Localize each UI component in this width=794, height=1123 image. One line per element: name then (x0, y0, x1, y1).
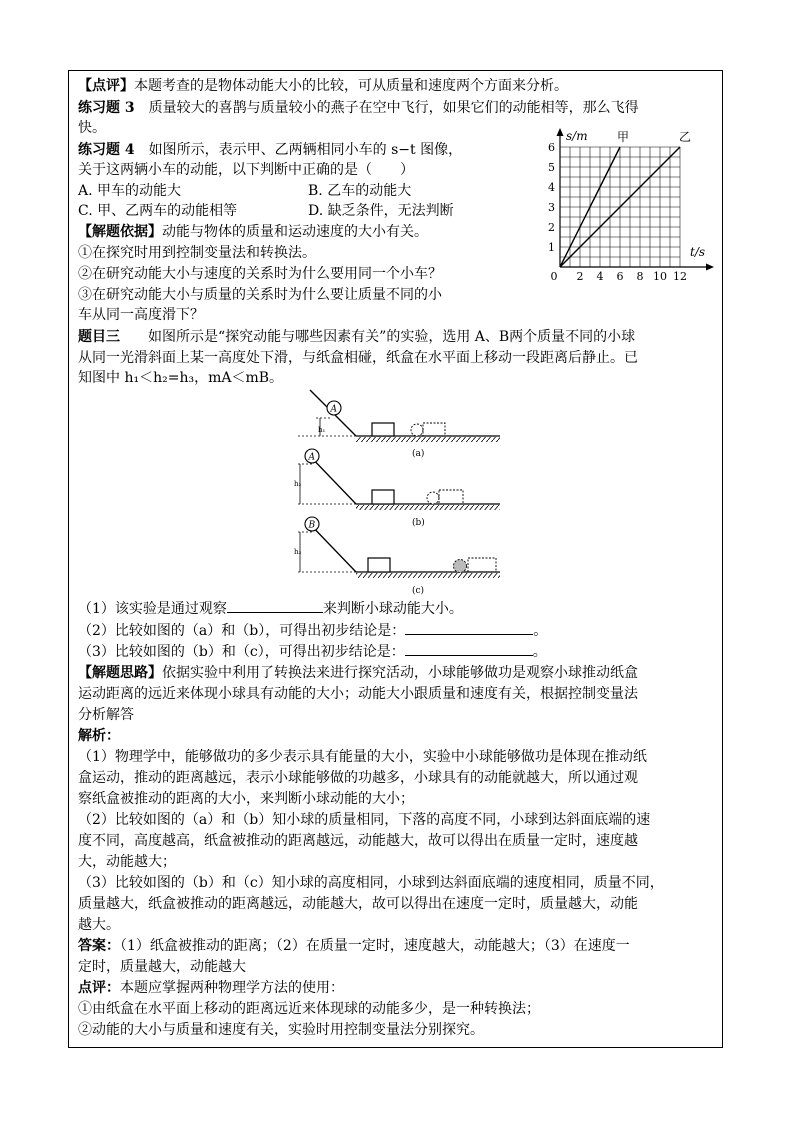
question-1 (78, 598, 463, 619)
box-end-b (439, 490, 463, 504)
y-axis-label: s/m (566, 129, 588, 143)
analysis-p2-line2: 度不同，高度越高，纸盒被推动的距离越远，动能越大，故可以得出在质量一定时，速度越 (78, 833, 638, 849)
analysis-p3-line1: （3）比较如图的（b）和（c）知小球的高度相同，小球到达斜面底端的速度相同，质量不同， (78, 875, 664, 891)
answer-line2: 定时，质量越大，动能越大 (78, 959, 246, 975)
basis-text: 动能与物体的质量和运动速度的大小有关。 (162, 224, 428, 240)
x-axis-arrow-icon (706, 264, 714, 271)
y-tick-label: 2 (548, 221, 555, 234)
series-label-1: 甲 (617, 130, 630, 144)
height-label-c: h₃ (294, 548, 302, 556)
ground-hatch-c (356, 573, 500, 578)
basis-label: 【解题依据】 (78, 224, 162, 240)
paper-box-a (372, 423, 394, 436)
caption-b: (b) (412, 518, 425, 528)
analysis-p1-line2: 盒运动，推动的距离越远，表示小球能够做的功越多，小球具有的动能就越大，所以通过观 (78, 770, 638, 786)
height-label-b: h₂ (294, 480, 302, 488)
exercise3-line2: 快。 (78, 120, 106, 136)
series-label-2: 乙 (679, 130, 692, 144)
analysis-p3-line2: 质量越大，纸盒被推动的距离越远，动能越大，故可以得出在速度一定时，质量越大，动能 (78, 896, 638, 912)
thinking-line1 (78, 663, 638, 683)
x-axis-label: t/s (690, 245, 706, 259)
answer-label: 答案： (78, 938, 120, 954)
ball-label-b: A (308, 452, 315, 463)
question-3 (78, 641, 547, 662)
analysis-p2-line1: （2）比较如图的（a）和（b）知小球的质量相同，下落的高度不同，小球到达斜面底端的速 (78, 812, 651, 828)
exercise3-line1 (78, 98, 639, 118)
comment2-line (78, 978, 344, 998)
ball-end-c (454, 560, 467, 573)
exercise4-line1 (78, 140, 462, 160)
comment-text: 本题考查的是物体动能大小的比较，可从质量和速度两个方面来分析。 (134, 78, 568, 94)
answer-text: （1）纸盒被推动的距离；（2）在质量一定时，速度越大，动能越大；（3）在速度一 (120, 938, 630, 954)
st-chart (538, 126, 718, 282)
answer-blank-2[interactable] (405, 620, 533, 635)
ball-label-c: B (308, 520, 316, 531)
height-label-a: h₁ (318, 426, 326, 434)
y-axis-arrow-icon (557, 128, 564, 136)
y-tick-label: 5 (548, 161, 555, 174)
question-2 (78, 620, 547, 641)
x-tick-label: 8 (636, 270, 644, 282)
x-tick-label: 12 (673, 270, 687, 282)
x-tick-label: 6 (616, 270, 624, 282)
exercise3-label: 练习题 3 (78, 100, 135, 116)
analysis-label: 解析： (78, 728, 120, 744)
y-tick-label: 1 (548, 241, 555, 254)
answer-line1 (78, 936, 630, 956)
analysis-p3-line3: 越大。 (78, 917, 120, 933)
thinking-line2: 运动距离的远近来体现小球具有动能的大小；动能大小跟质量和速度有关，根据控制变量法 (78, 686, 638, 702)
question-1-suffix: 来判断小球动能大小。 (322, 601, 463, 617)
problem3-line3: 知图中 h₁＜h₂=h₃，mA＜mB。 (78, 370, 284, 386)
option-c: C. 甲、乙两车的动能相等 (78, 203, 238, 219)
basis-item3-line1: ③在研究动能大小与质量的关系时为什么要让质量不同的小 (78, 287, 442, 303)
panel-c (294, 517, 500, 596)
comment2-item1: ①由纸盒在水平面上移动的距离远近来体现球的动能多少，是一种转换法； (78, 1001, 540, 1017)
x-tick-label: 0 (550, 270, 558, 282)
y-tick-label: 3 (548, 201, 555, 214)
chart-series (560, 130, 691, 267)
x-tick-label: 10 (653, 270, 667, 282)
option-a: A. 甲车的动能大 (78, 183, 182, 199)
question-2-suffix: 。 (533, 623, 548, 639)
chart-ticks (548, 141, 687, 282)
paper-box-c (368, 558, 390, 572)
exercise3-text: 质量较大的喜鹊与质量较小的燕子在空中飞行，如果它们的动能相等，那么飞得 (148, 100, 639, 116)
basis-item2: ②在研究动能大小与速度的关系时为什么要用同一个小车？ (78, 266, 442, 282)
answer-blank-1[interactable] (227, 598, 323, 613)
panel-b (294, 449, 500, 528)
exercise4-text: 如图所示，表示甲、乙两辆相同小车的 s−t 图像， (148, 142, 463, 158)
caption-c: (c) (412, 586, 425, 596)
ball-label-a: A (330, 404, 337, 415)
option-d: D. 缺乏条件，无法判断 (308, 203, 454, 219)
basis-item3-line2: 车从同一高度滑下？ (78, 307, 204, 323)
comment-label: 【点评】 (78, 78, 134, 94)
box-end-a (423, 423, 445, 436)
question-1-prefix: （1）该实验是通过观察 (78, 601, 227, 617)
basis-item1: ①在探究时用到控制变量法和转换法。 (78, 245, 316, 261)
analysis-p2-line3: 大，动能越大； (78, 854, 176, 870)
y-tick-label: 6 (548, 141, 555, 154)
question-2-prefix: （2）比较如图的（a）和（b），可得出初步结论是： (78, 623, 406, 639)
option-b: B. 乙车的动能大 (308, 183, 412, 199)
panel-a (298, 390, 500, 459)
comment2-text: 本题应掌握两种物理学方法的使用： (120, 980, 344, 996)
analysis-p1-line1: （1）物理学中，能够做功的多少表示具有能量的大小，实验中小球能够做功是体现在推动纸 (78, 749, 647, 765)
analysis-p1-line3: 察纸盒被推动的距离的大小，来判断小球动能的大小； (78, 791, 414, 807)
question-3-prefix: （3）比较如图的（b）和（c），可得出初步结论是： (78, 644, 405, 660)
comment-line (78, 76, 568, 96)
box-end-c (468, 558, 496, 572)
ball-end-a (411, 424, 423, 436)
x-tick-label: 4 (596, 270, 604, 282)
exercise4-label: 练习题 4 (78, 142, 135, 158)
caption-a: (a) (412, 449, 425, 459)
thinking-text: 依据实验中利用了转换法来进行探究活动，小球能够做功是观察小球推动纸盒 (162, 665, 638, 681)
paper-box-b (372, 490, 394, 504)
x-tick-label: 2 (576, 270, 584, 282)
question-3-suffix: 。 (532, 644, 547, 660)
y-tick-label: 4 (548, 181, 555, 194)
exercise4-line2: 关于这两辆小车的动能，以下判断中正确的是（ ） (78, 162, 414, 178)
thinking-line3: 分析解答 (78, 707, 134, 723)
problem3-text: 如图所示是“探究动能与哪些因素有关”的实验，选用 A、B两个质量不同的小球 (148, 329, 636, 345)
ball-end-b (427, 492, 439, 504)
ground-hatch-b (356, 505, 500, 510)
problem3-line2: 从同一光滑斜面上某一高度处下滑，与纸盒相碰，纸盒在水平面上移动一段距离后静止。已 (78, 350, 638, 366)
ground-hatch-a (356, 437, 500, 442)
experiment-diagram (288, 386, 508, 598)
answer-blank-3[interactable] (405, 641, 533, 656)
thinking-label: 【解题思路】 (78, 665, 162, 681)
comment2-label: 点评： (78, 980, 120, 996)
problem3-line1 (78, 327, 635, 347)
basis-line (78, 222, 428, 242)
problem3-label: 题目三 (78, 329, 120, 345)
comment2-item2: ②动能的大小与质量和速度有关，实验时用控制变量法分别探究。 (78, 1022, 484, 1038)
